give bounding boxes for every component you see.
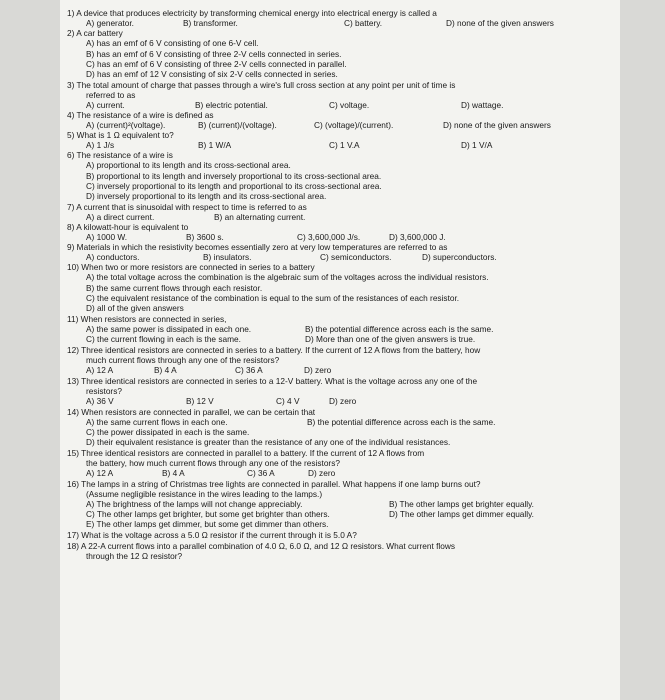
option-c: C) battery. (344, 18, 383, 28)
question-stem: 18) A 22-A current flows into a parallel combination of 4.0 Ω, 6.0 Ω, and 12 Ω resistors. What current flows (67, 541, 456, 551)
option-a: A) 1000 W. (86, 232, 128, 242)
option-c: C) the power dissipated in each is the same. (86, 427, 250, 437)
option-b: B) proportional to its length and inversely proportional to its cross-sectional area. (86, 170, 382, 181)
option-a: A) 12 A (86, 365, 114, 375)
question-15 (67, 448, 425, 478)
option-a: A) proportional to its length and its cross-sectional area. (86, 160, 291, 171)
option-b: B) transformer. (183, 18, 238, 28)
option-c: C) (voltage)/(current). (314, 120, 394, 130)
option-a: A) the same power is dissipated in each one. (86, 324, 252, 334)
option-c: C) voltage. (329, 100, 370, 110)
option-d: D) More than one of the given answers is true. (305, 334, 476, 344)
option-c: C) 36 A (247, 468, 275, 478)
option-d: D) superconductors. (422, 252, 497, 262)
option-b: B) the same current flows through each resistor. (86, 282, 263, 293)
question-stem: 9) Materials in which the resistivity becomes essentially zero at very low temperatures are referred to as (67, 242, 448, 252)
option-d: D) inversely proportional to its length and its cross-sectional area. (86, 191, 327, 202)
question-2 (67, 28, 347, 79)
question-stem: 2) A car battery (67, 28, 123, 38)
option-d: D) 3,600,000 J. (389, 232, 446, 242)
question-stem: 8) A kilowatt-hour is equivalent to (67, 222, 189, 232)
option-c: C) 4 V (276, 396, 300, 406)
question-stem: 3) The total amount of charge that passes through a wire's full cross section at any point per unit of time is (67, 80, 456, 90)
option-d: D) zero (304, 365, 332, 375)
question-stem: 12) Three identical resistors are connected in series to a battery. If the current of 12 A flows from the battery, how (67, 345, 481, 355)
option-d: D) zero (308, 468, 336, 478)
question-stem: 5) What is 1 Ω equivalent to? (67, 130, 174, 140)
question-stem-continued: the battery, how much current flows through any one of the resistors? (86, 458, 340, 469)
question-3 (67, 80, 504, 110)
option-c: C) 36 A (235, 365, 263, 375)
option-a: A) generator. (86, 18, 134, 28)
option-b: B) the potential difference across each is the same. (305, 324, 494, 334)
question-stem: 4) The resistance of a wire is defined as (67, 110, 214, 120)
option-a: A) the same current flows in each one. (86, 417, 228, 427)
question-stem: 16) The lamps in a string of Christmas tree lights are connected in parallel. What happens if one lamp burns out? (67, 479, 481, 489)
question-6 (67, 150, 382, 201)
option-a: A) has an emf of 6 V consisting of one 6-V cell. (86, 38, 259, 49)
question-7 (67, 202, 307, 222)
question-stem-continued: through the 12 Ω resistor? (86, 551, 183, 562)
option-b: B) the potential difference across each is the same. (307, 417, 496, 427)
option-b: B) 3600 s. (186, 232, 224, 242)
option-c: C) 1 V.A (329, 140, 360, 150)
option-d: D) wattage. (461, 100, 504, 110)
option-b: B) an alternating current. (214, 212, 306, 222)
option-b: B) has an emf of 6 V consisting of three 2-V cells connected in series. (86, 48, 342, 59)
option-d: D) zero (329, 396, 357, 406)
option-a: A) a direct current. (86, 212, 155, 222)
option-c: C) The other lamps get brighter, but some get brighter than others. (86, 509, 330, 519)
option-d: D) The other lamps get dimmer equally. (389, 509, 534, 519)
option-b: B) The other lamps get brighter equally. (389, 499, 534, 509)
option-c: C) the current flowing in each is the same. (86, 334, 241, 344)
option-c: C) semiconductors. (320, 252, 392, 262)
question-1 (67, 8, 554, 28)
question-stem-continued: much current flows through any one of the resistors? (86, 355, 280, 366)
option-d: D) has an emf of 12 V consisting of six 2-V cells connected in series. (86, 69, 338, 80)
question-5 (67, 130, 493, 150)
question-stem: 7) A current that is sinusoidal with respect to time is referred to as (67, 202, 307, 212)
option-d: D) their equivalent resistance is greater than the resistance of any one of the individual resistances. (86, 437, 451, 447)
question-13 (67, 376, 478, 406)
option-b: B) 1 W/A (198, 140, 232, 150)
question-8 (67, 222, 446, 242)
option-b: B) 12 V (186, 396, 214, 406)
option-a: A) 1 J/s (86, 140, 115, 150)
option-b: B) electric potential. (195, 100, 268, 110)
question-stem: 10) When two or more resistors are connected in series to a battery (67, 262, 315, 272)
option-e: E) The other lamps get dimmer, but some get dimmer than others. (86, 519, 329, 529)
option-d: D) none of the given answers (446, 18, 554, 28)
option-c: C) the equivalent resistance of the combination is equal to the sum of the resistances of each resistor. (86, 292, 460, 303)
question-stem: 11) When resistors are connected in series, (67, 314, 227, 324)
option-a: A) conductors. (86, 252, 140, 262)
option-a: A) the total voltage across the combination is the algebraic sum of the voltages across the individual resistors. (86, 272, 489, 283)
option-c: C) inversely proportional to its length and proportional to its cross-sectional area. (86, 180, 382, 191)
option-a: A) current. (86, 100, 125, 110)
question-stem: 13) Three identical resistors are connected in series to a 12-V battery. What is the voltage across any one of the (67, 376, 478, 386)
question-stem-continued: (Assume negligible resistance in the wires leading to the lamps.) (86, 489, 323, 500)
option-d: D) all of the given answers (86, 303, 184, 314)
question-18 (67, 541, 455, 562)
question-11 (67, 314, 494, 344)
question-4 (67, 110, 551, 130)
option-b: B) 4 A (154, 365, 177, 375)
question-stem-continued: resistors? (86, 386, 122, 397)
question-stem: 6) The resistance of a wire is (67, 150, 173, 160)
worksheet-page (60, 0, 620, 700)
option-a: A) (current)²(voltage). (86, 120, 166, 130)
option-d: D) none of the given answers (443, 120, 551, 130)
option-a: A) 36 V (86, 396, 114, 406)
question-14 (67, 407, 496, 447)
question-12 (67, 345, 481, 375)
option-c: C) has an emf of 6 V consisting of three 2-V cells connected in parallel. (86, 58, 347, 69)
question-17 (67, 530, 357, 540)
option-a: A) The brightness of the lamps will not change appreciably. (86, 499, 303, 509)
option-a: A) 12 A (86, 468, 114, 478)
question-stem: 17) What is the voltage across a 5.0 Ω resistor if the current through it is 5.0 A? (67, 530, 357, 540)
question-stem: 1) A device that produces electricity by transforming chemical energy into electrical energy is called a (67, 8, 437, 18)
question-16 (67, 479, 534, 529)
question-10 (67, 262, 489, 313)
question-9 (67, 242, 497, 262)
option-c: C) 3,600,000 J/s. (297, 232, 361, 242)
option-b: B) insulators. (203, 252, 252, 262)
option-b: B) (current)/(voltage). (198, 120, 277, 130)
option-d: D) 1 V/A (461, 140, 493, 150)
question-stem-continued: referred to as (86, 90, 136, 101)
question-stem: 15) Three identical resistors are connected in parallel to a battery. If the current of 12 A flows from (67, 448, 425, 458)
question-stem: 14) When resistors are connected in parallel, we can be certain that (67, 407, 316, 417)
option-b: B) 4 A (162, 468, 185, 478)
